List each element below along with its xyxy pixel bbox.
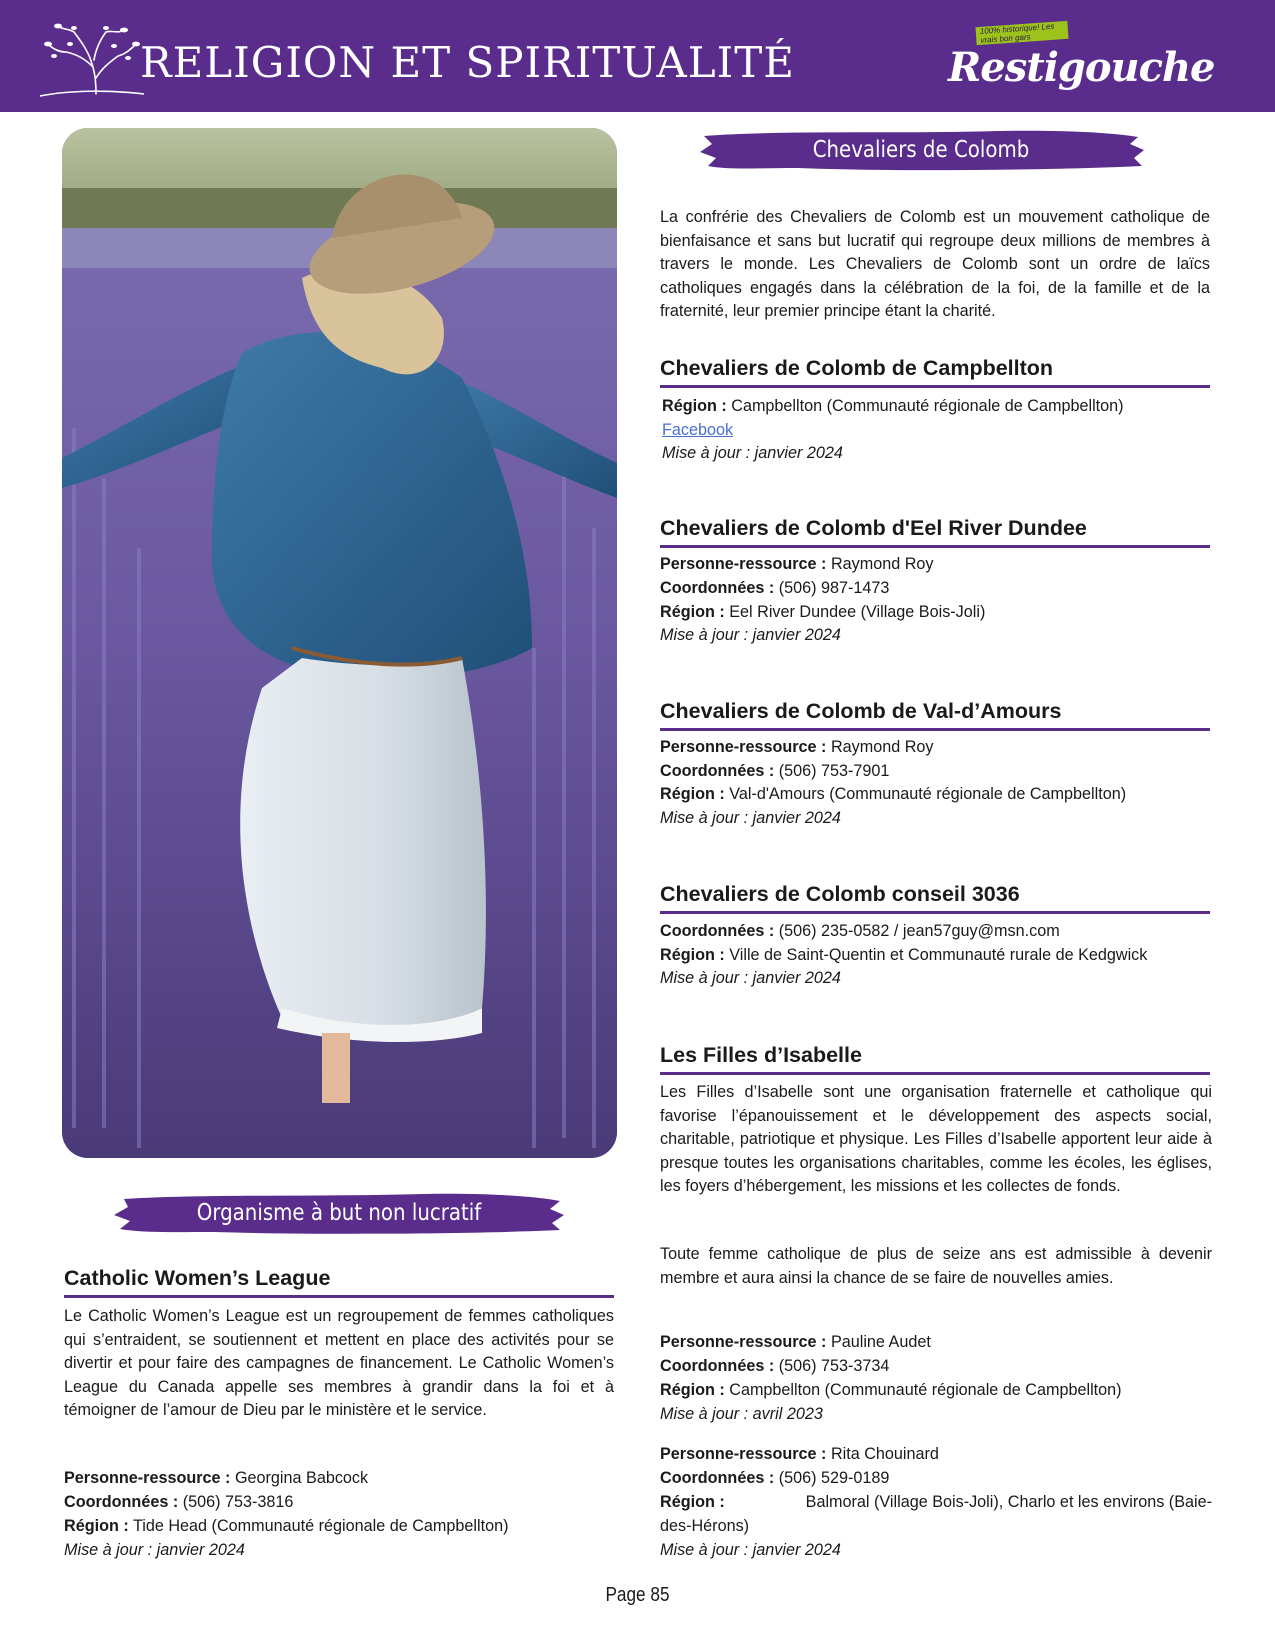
knights-val-damours-region: Région : Val-d'Amours (Communauté régionale de Campbellton) <box>660 785 1127 803</box>
knights-eel-river-region: Région : Eel River Dundee (Village Bois-Joli) <box>660 603 986 621</box>
cwl-contact: Personne-ressource : Georgina Babcock <box>64 1469 369 1487</box>
knights-intro: La confrérie des Chevaliers de Colomb est un mouvement catholique de bienfaisance et sans but lucratif qui regroupe deux millions de membres à travers le monde. Les Chevaliers de Colomb sont un ordre de laïcs catholiques engagés dans la célébration de la foi, de la famille et de la fraternité, leur premier principe étant la charité. <box>660 208 1210 321</box>
section-banner-knights-label: Chevaliers de Colomb <box>812 137 1030 163</box>
section-banner-nonprofit <box>114 1191 564 1235</box>
isabelle-description: Les Filles d’Isabelle sont une organisation fraternelle et catholique qui favorise l’épanouissement et le développement des aspects social, charitable, patriotique et physique. Les Filles d’Isabelle apportent leur aide à presque toutes les organisations charitables, comme les écoles, les églises, les foyers d’hébergement, les missions et les collectes de fonds. <box>660 1083 1212 1196</box>
isabelle-region-2: Région : Balmoral (Village Bois-Joli), Charlo et les environs (Baie- <box>660 1493 1212 1511</box>
cwl-coords: Coordonnées : (506) 753-3816 <box>64 1493 294 1511</box>
isabelle-region-1: Région : Campbellton (Communauté régionale de Campbellton) <box>660 1381 1122 1399</box>
knights-council-3036-title: Chevaliers de Colomb conseil 3036 <box>660 882 1210 914</box>
knights-campbellton-updated: Mise à jour : janvier 2024 <box>662 444 843 462</box>
isabelle-eligibility: Toute femme catholique de plus de seize ans est admissible à devenir membre et aura ainsi la chance de se faire de nouvelles amies. <box>660 1245 1212 1287</box>
cwl-description: Le Catholic Women’s League est un regroupement de femmes catholiques qui s’entraident, se soutiennent et mettent en place des activités pour se divertir et pour faire des campagnes de financement. Le Catholic Women’s League du Canada appelle ses membres à grandir dans la foi et à témoigner de l’amour de Dieu par le ministère et le service. <box>64 1307 614 1420</box>
cwl-region: Région : Tide Head (Communauté régionale de Campbellton) <box>64 1517 509 1535</box>
isabelle-updated-1: Mise à jour : avril 2023 <box>660 1405 823 1423</box>
isabelle-contact-1: Personne-ressource : Pauline Audet <box>660 1333 931 1351</box>
isabelle-coords-1: Coordonnées : (506) 753-3734 <box>660 1357 890 1375</box>
brand-tagline: 100% historique! Les vrais bon gars <box>975 21 1068 45</box>
knights-eel-river-updated: Mise à jour : janvier 2024 <box>660 626 841 644</box>
knights-campbellton-region: Région : Campbellton (Communauté régionale de Campbellton) <box>662 397 1124 415</box>
woman-in-lavender-field-photo <box>62 128 617 1158</box>
knights-val-damours-coords: Coordonnées : (506) 753-7901 <box>660 762 890 780</box>
section-banner-nonprofit-label: Organisme à but non lucratif <box>196 1200 482 1226</box>
section-banner-knights <box>698 128 1144 172</box>
knights-val-damours-updated: Mise à jour : janvier 2024 <box>660 809 841 827</box>
isabelle-contact-2: Personne-ressource : Rita Chouinard <box>660 1445 939 1463</box>
knights-eel-river-contact: Personne-ressource : Raymond Roy <box>660 555 934 573</box>
tree-logo-icon <box>40 18 144 98</box>
restigouche-logo <box>948 21 1215 106</box>
page-header <box>0 0 1275 112</box>
page-title: RELIGION ET SPIRITUALITÉ <box>140 38 795 87</box>
knights-eel-river-title: Chevaliers de Colomb d'Eel River Dundee <box>660 516 1210 548</box>
isabelle-title: Les Filles d’Isabelle <box>660 1043 1210 1075</box>
knights-council-3036-updated: Mise à jour : janvier 2024 <box>660 969 841 987</box>
knights-val-damours-title: Chevaliers de Colomb de Val-d’Amours <box>660 699 1210 731</box>
page-number: Page 85 <box>605 1584 670 1606</box>
knights-council-3036-coords: Coordonnées : (506) 235-0582 / jean57guy@msn.com <box>660 922 1060 940</box>
facebook-link[interactable]: Facebook <box>662 421 734 439</box>
knights-eel-river-coords: Coordonnées : (506) 987-1473 <box>660 579 890 597</box>
isabelle-coords-2: Coordonnées : (506) 529-0189 <box>660 1469 890 1487</box>
knights-campbellton-title: Chevaliers de Colomb de Campbellton <box>660 356 1210 388</box>
brand-name: Restigouche <box>948 44 1215 91</box>
cwl-updated: Mise à jour : janvier 2024 <box>64 1541 245 1559</box>
cwl-title: Catholic Women’s League <box>64 1266 614 1298</box>
knights-council-3036-region: Région : Ville de Saint-Quentin et Communauté rurale de Kedgwick <box>660 946 1148 964</box>
isabelle-updated-2: Mise à jour : janvier 2024 <box>660 1541 841 1559</box>
isabelle-region-2-cont: des-Hérons) <box>660 1517 750 1535</box>
knights-val-damours-contact: Personne-ressource : Raymond Roy <box>660 738 934 756</box>
